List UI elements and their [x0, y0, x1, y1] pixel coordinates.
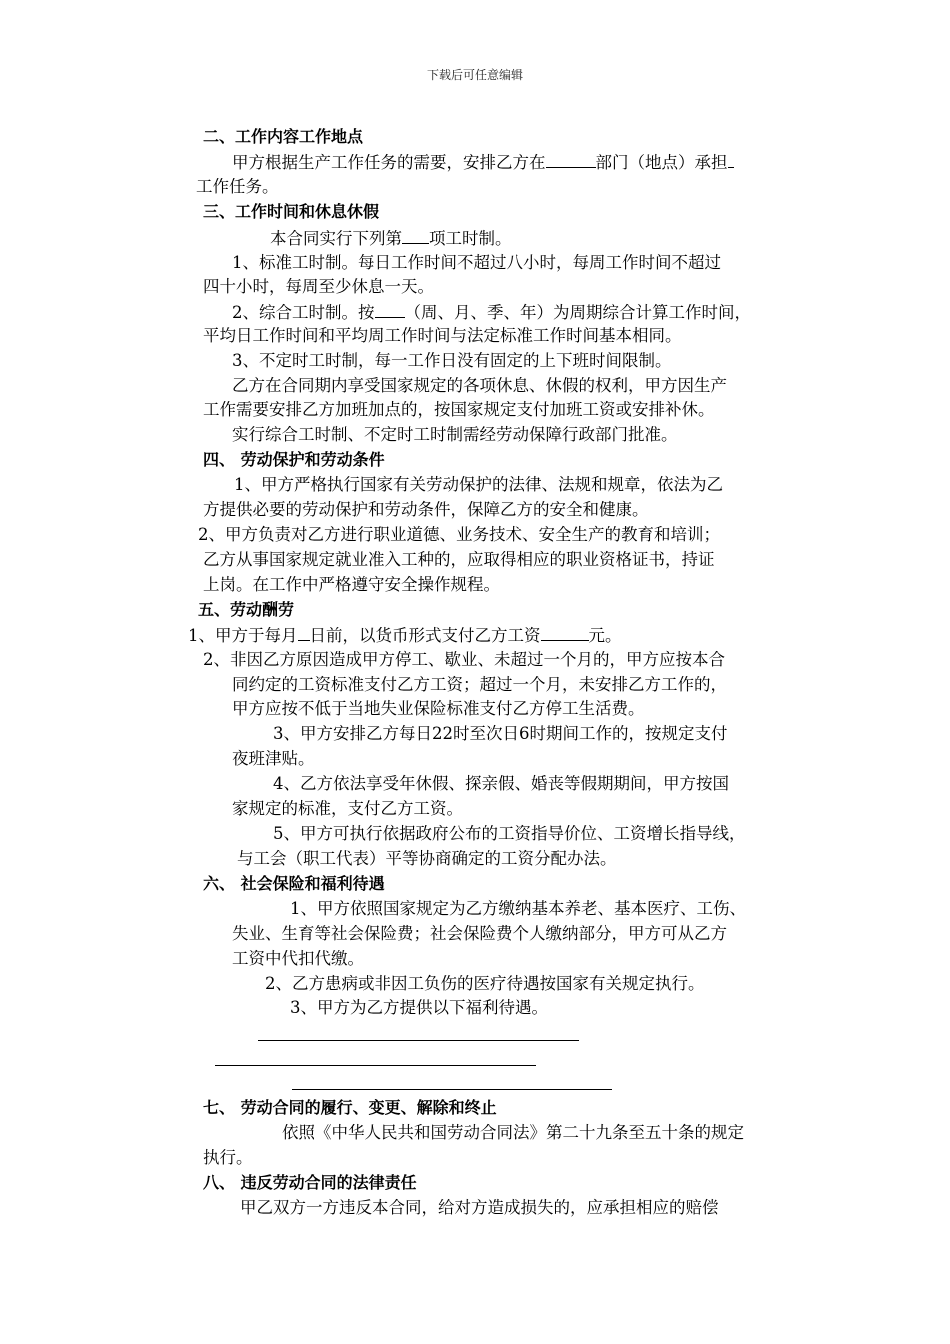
section-3-line-3: 四十小时，每周至少休息一天。	[203, 277, 434, 296]
text: 甲方根据生产工作任务的需要，安排乙方在	[232, 153, 546, 172]
blank-line-benefits-1	[258, 1040, 579, 1041]
section-3-line-9: 实行综合工时制、不定时工时制需经劳动保障行政部门批准。	[232, 425, 678, 444]
text: 项工时制。	[429, 229, 512, 248]
blank-field-department	[546, 152, 596, 168]
section-3-title: 三、工作时间和休息休假	[203, 202, 380, 221]
section-6-line-2: 失业、生育等社会保险费；社会保险费个人缴纳部分，甲方可从乙方	[232, 924, 727, 943]
blank-field-period	[375, 302, 405, 318]
section-6-line-4: 2、乙方患病或非因工负伤的医疗待遇按国家有关规定执行。	[265, 974, 705, 993]
section-4-title: 四、 劳动保护和劳动条件	[203, 450, 385, 469]
page-header: 下载后可任意编辑	[426, 68, 523, 82]
section-5-line-3: 同约定的工资标准支付乙方工资；超过一个月，未安排乙方工作的，	[232, 675, 727, 694]
section-5-line-8: 家规定的标准，支付乙方工资。	[232, 799, 463, 818]
section-2-title: 二、工作内容工作地点	[203, 127, 364, 146]
section-2-line-1	[232, 152, 734, 173]
text: 部门（地点）承担	[595, 153, 728, 172]
text: 本合同实行下列第	[270, 229, 402, 248]
section-3-line-1	[270, 228, 512, 249]
section-4-line-2: 方提供必要的劳动保护和劳动条件，保障乙方的安全和健康。	[203, 500, 649, 519]
section-7-line-1: 依照《中华人民共和国劳动合同法》第二十九条至五十条的规定	[282, 1123, 744, 1142]
section-5-line-1	[188, 625, 622, 646]
text: 2、综合工时制。按	[232, 303, 375, 322]
section-5-line-6: 夜班津贴。	[232, 749, 315, 768]
text: 日前，以货币形式支付乙方工资	[309, 626, 541, 645]
section-5-line-9: 5、甲方可执行依据政府公布的工资指导价位、工资增长指导线，	[273, 824, 746, 843]
section-7-title: 七、 劳动合同的履行、变更、解除和终止	[203, 1098, 497, 1117]
section-2-line-2: 工作任务。	[196, 177, 279, 196]
section-6-line-3: 工资中代扣代缴。	[232, 949, 364, 968]
section-3-line-7: 乙方在合同期内享受国家规定的各项休息、休假的权利，甲方因生产	[232, 376, 727, 395]
section-8-title: 八、 违反劳动合同的法律责任	[203, 1173, 417, 1192]
section-5-line-7: 4、乙方依法享受年休假、探亲假、婚丧等假期期间，甲方按国	[273, 774, 729, 793]
section-5-line-2: 2、非因乙方原因造成甲方停工、歇业、未超过一个月的，甲方应按本合	[203, 650, 725, 669]
section-4-line-3: 2、甲方负责对乙方进行职业道德、业务技术、安全生产的教育和培训；	[198, 525, 720, 544]
section-5-title: 五、劳动酬劳	[198, 600, 295, 619]
section-4-line-4: 乙方从事国家规定就业准入工种的，应取得相应的职业资格证书，持证	[203, 550, 715, 569]
text: （周、月、季、年）为周期综合计算工作时间，	[404, 303, 751, 322]
section-6-line-1: 1、甲方依照国家规定为乙方缴纳基本养老、基本医疗、工伤、	[290, 899, 746, 918]
section-7-line-2: 执行。	[203, 1148, 253, 1167]
section-3-line-5: 平均日工作时间和平均周工作时间与法定标准工作时间基本相同。	[203, 326, 682, 345]
section-5-line-4: 甲方应按不低于当地失业保险标准支付乙方停工生活费。	[232, 699, 645, 718]
section-3-line-2: 1、标准工时制。每日工作时间不超过八小时，每周工作时间不超过	[232, 253, 721, 272]
blank-field-work-hour-type	[402, 228, 429, 244]
text: 1、甲方于每月	[188, 626, 298, 645]
section-3-line-6: 3、不定时工时制，每一工作日没有固定的上下班时间限制。	[232, 351, 672, 370]
section-3-line-4	[232, 302, 751, 323]
section-3-line-8: 工作需要安排乙方加班加点的，按国家规定支付加班工资或安排补休。	[203, 400, 715, 419]
blank-field-task	[728, 152, 734, 168]
section-6-line-5: 3、甲方为乙方提供以下福利待遇。	[290, 998, 548, 1017]
section-5-line-10: 与工会（职工代表）平等协商确定的工资分配办法。	[237, 849, 617, 868]
section-6-title: 六、 社会保险和福利待遇	[203, 874, 385, 893]
section-4-line-1: 1、甲方严格执行国家有关劳动保护的法律、法规和规章，依法为乙	[234, 475, 723, 494]
section-4-line-5: 上岗。在工作中严格遵守安全操作规程。	[203, 575, 500, 594]
blank-line-benefits-2	[215, 1065, 536, 1066]
blank-field-salary	[541, 625, 589, 641]
text: 元。	[588, 626, 622, 645]
blank-line-benefits-3	[292, 1089, 612, 1090]
section-5-line-5: 3、甲方安排乙方每日22时至次日6时期间工作的，按规定支付	[273, 724, 728, 743]
section-8-line-1: 甲乙双方一方违反本合同，给对方造成损失的，应承担相应的赔偿	[240, 1198, 719, 1217]
blank-field-pay-day	[298, 625, 310, 641]
